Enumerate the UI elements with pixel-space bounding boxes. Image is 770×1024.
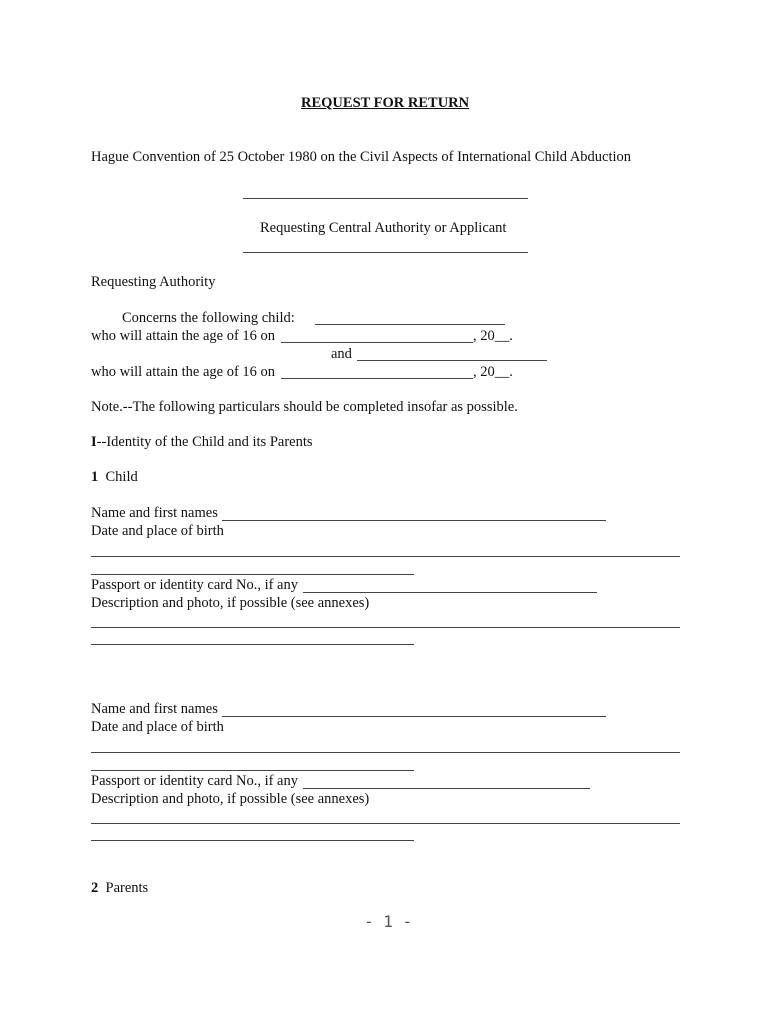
subsection-1-number: 1 [91,469,99,485]
subsection-1-title: Child [105,469,138,485]
document-title: REQUEST FOR RETURN [301,95,470,111]
central-authority-caption: Requesting Central Authority or Applicant [260,220,507,236]
child-2-description-label: Description and photo, if possible (see annexes) [91,791,370,807]
child-1-passport-label: Passport or identity card No., if any [91,577,298,593]
child-2-description-line-2[interactable] [91,840,414,841]
child-1-dob-field-line-1[interactable] [91,556,680,557]
requesting-authority-label: Requesting Authority [91,274,216,290]
age-date-field-1[interactable] [281,342,473,343]
child-2-dob-field-line-1[interactable] [91,752,680,753]
child-name-field-1[interactable] [315,324,505,325]
subsection-2-title: Parents [105,880,149,896]
child-1-name-label: Name and first names [91,505,218,521]
subsection-1-heading [91,468,138,486]
subsection-2-number: 2 [91,880,99,896]
child-1-description-line-2[interactable] [91,644,414,645]
central-authority-line-bottom[interactable] [243,252,528,253]
age-line-2-label: who will attain the age of 16 on [91,364,276,380]
child-1-dob-field-line-2[interactable] [91,574,414,575]
child-2-description-line-1[interactable] [91,823,680,824]
age-line-2-suffix: , 20__. [473,364,513,380]
age-line-1-label: who will attain the age of 16 on [91,328,276,344]
section-1-title: --Identity of the Child and its Parents [96,434,313,450]
child-2-passport-field[interactable] [303,788,590,789]
child-2-passport-label: Passport or identity card No., if any [91,773,298,789]
note-text: Note.--The following particulars should be completed insofar as possible. [91,399,518,415]
child-1-description-label: Description and photo, if possible (see annexes) [91,595,370,611]
child-1-name-field[interactable] [222,520,606,521]
child-2-dob-field-line-2[interactable] [91,770,414,771]
child-1-description-line-1[interactable] [91,627,680,628]
child-name-field-2[interactable] [357,360,547,361]
child-1-passport-field[interactable] [303,592,597,593]
child-2-name-label: Name and first names [91,701,218,717]
convention-subtitle: Hague Convention of 25 October 1980 on the Civil Aspects of International Child Abduction [91,149,632,165]
child-1-dob-label: Date and place of birth [91,523,224,539]
section-1-numeral: I [91,434,97,450]
child-2-dob-label: Date and place of birth [91,719,224,735]
concerns-child-label: Concerns the following child: [122,310,295,326]
age-line-1-suffix: , 20__. [473,328,513,344]
central-authority-line-top[interactable] [243,198,528,199]
child-2-name-field[interactable] [222,716,606,717]
page-number: - 1 - [364,912,413,931]
section-1-heading [91,433,313,451]
subsection-2-heading [91,879,148,897]
age-date-field-2[interactable] [281,378,473,379]
and-label: and [331,346,352,362]
